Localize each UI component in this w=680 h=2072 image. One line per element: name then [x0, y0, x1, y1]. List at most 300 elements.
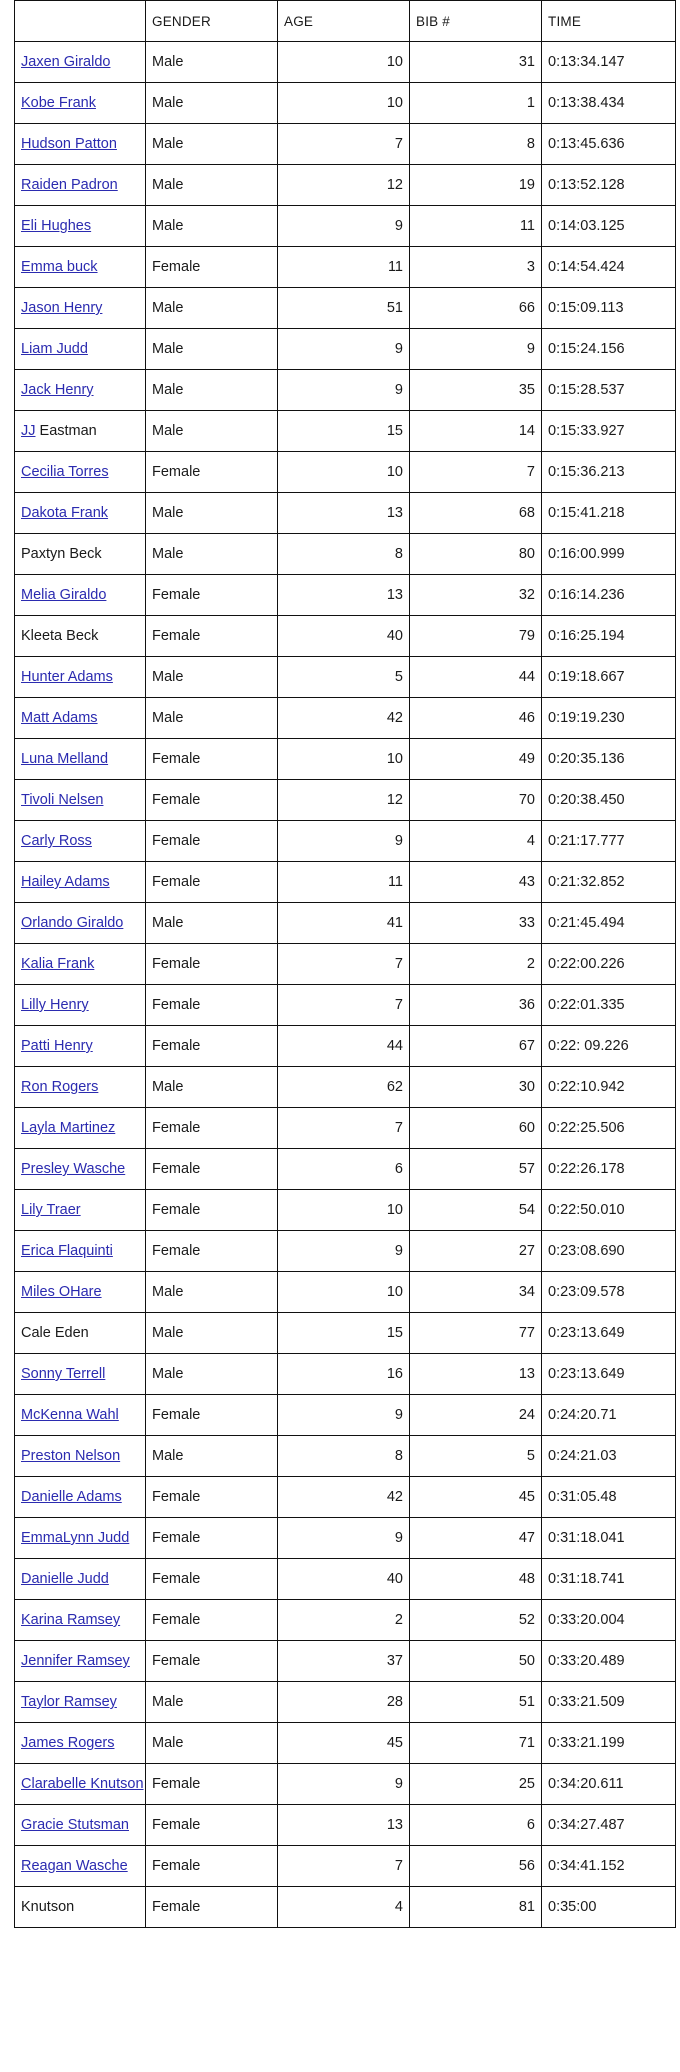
- age-cell: 9: [278, 1231, 410, 1272]
- time-cell: 0:33:20.489: [542, 1641, 676, 1682]
- age-cell: 12: [278, 780, 410, 821]
- gender-cell: Female: [146, 1559, 278, 1600]
- bib-cell: 36: [410, 985, 542, 1026]
- gender-cell: Male: [146, 1723, 278, 1764]
- age-cell: 8: [278, 1436, 410, 1477]
- time-cell: 0:20:35.136: [542, 739, 676, 780]
- time-cell: 0:33:21.509: [542, 1682, 676, 1723]
- gender-cell: Male: [146, 288, 278, 329]
- age-cell: 13: [278, 575, 410, 616]
- table-row: [15, 821, 676, 862]
- age-cell: 8: [278, 534, 410, 575]
- bib-cell: 70: [410, 780, 542, 821]
- time-cell: 0:23:13.649: [542, 1354, 676, 1395]
- age-cell: 42: [278, 1477, 410, 1518]
- time-cell: 0:14:03.125: [542, 206, 676, 247]
- runner-name-link[interactable]: Liam Judd: [21, 341, 88, 357]
- time-cell: 0:22: 09.226: [542, 1026, 676, 1067]
- time-cell: 0:13:45.636: [542, 124, 676, 165]
- time-cell: 0:24:20.71: [542, 1395, 676, 1436]
- age-cell: 28: [278, 1682, 410, 1723]
- table-row: [15, 1354, 676, 1395]
- runner-name-link[interactable]: Kobe Frank: [21, 95, 96, 111]
- bib-cell: 6: [410, 1805, 542, 1846]
- time-cell: 0:22:00.226: [542, 944, 676, 985]
- runner-name-cell: [15, 1026, 146, 1067]
- runner-name-text: Kleeta Beck: [21, 628, 99, 644]
- bib-cell: 45: [410, 1477, 542, 1518]
- bib-cell: 4: [410, 821, 542, 862]
- gender-cell: Female: [146, 452, 278, 493]
- gender-cell: Male: [146, 411, 278, 452]
- table-row: [15, 862, 676, 903]
- header-name: [15, 1, 146, 42]
- gender-cell: Male: [146, 83, 278, 124]
- runner-name-link[interactable]: Tivoli Nelsen: [21, 792, 104, 808]
- runner-name-link[interactable]: Taylor Ramsey: [21, 1694, 117, 1710]
- runner-name-cell: [15, 1190, 146, 1231]
- age-cell: 7: [278, 985, 410, 1026]
- bib-cell: 51: [410, 1682, 542, 1723]
- gender-cell: Male: [146, 1313, 278, 1354]
- runner-name-text: Knutson: [21, 1899, 75, 1915]
- table-row: [15, 1887, 676, 1928]
- age-cell: 44: [278, 1026, 410, 1067]
- runner-name-link[interactable]: Preston Nelson: [21, 1448, 121, 1464]
- table-row: [15, 165, 676, 206]
- time-cell: 0:23:13.649: [542, 1313, 676, 1354]
- gender-cell: Female: [146, 944, 278, 985]
- bib-cell: 50: [410, 1641, 542, 1682]
- table-row: [15, 493, 676, 534]
- time-cell: 0:15:41.218: [542, 493, 676, 534]
- time-cell: 0:13:38.434: [542, 83, 676, 124]
- gender-cell: Female: [146, 1149, 278, 1190]
- gender-cell: Male: [146, 124, 278, 165]
- age-cell: 51: [278, 288, 410, 329]
- table-row: [15, 1641, 676, 1682]
- runner-name-cell: [15, 329, 146, 370]
- runner-name-cell: [15, 698, 146, 739]
- time-cell: 0:15:28.537: [542, 370, 676, 411]
- age-cell: 2: [278, 1600, 410, 1641]
- gender-cell: Male: [146, 1272, 278, 1313]
- time-cell: 0:23:09.578: [542, 1272, 676, 1313]
- runner-name-cell: [15, 1805, 146, 1846]
- table-row: [15, 1231, 676, 1272]
- runner-name-cell: [15, 288, 146, 329]
- gender-cell: Male: [146, 903, 278, 944]
- bib-cell: 79: [410, 616, 542, 657]
- age-cell: 13: [278, 1805, 410, 1846]
- runner-name-link[interactable]: Emma buck: [21, 259, 98, 275]
- runner-name-cell: [15, 1559, 146, 1600]
- table-row: [15, 206, 676, 247]
- runner-name-cell: [15, 370, 146, 411]
- gender-cell: Female: [146, 1108, 278, 1149]
- age-cell: 10: [278, 1190, 410, 1231]
- runner-name-link[interactable]: Jack Henry: [21, 382, 94, 398]
- bib-cell: 66: [410, 288, 542, 329]
- runner-name-text: Eastman: [35, 423, 97, 439]
- gender-cell: Female: [146, 1764, 278, 1805]
- table-row: [15, 1682, 676, 1723]
- table-row: [15, 1067, 676, 1108]
- runner-name-cell: [15, 821, 146, 862]
- time-cell: 0:21:32.852: [542, 862, 676, 903]
- age-cell: 7: [278, 124, 410, 165]
- gender-cell: Female: [146, 1231, 278, 1272]
- runner-name-link[interactable]: Raiden Padron: [21, 177, 118, 193]
- bib-cell: 33: [410, 903, 542, 944]
- bib-cell: 24: [410, 1395, 542, 1436]
- table-row: [15, 1108, 676, 1149]
- runner-name-text: Paxtyn Beck: [21, 546, 102, 562]
- bib-cell: 48: [410, 1559, 542, 1600]
- table-row: [15, 1149, 676, 1190]
- time-cell: 0:19:19.230: [542, 698, 676, 739]
- bib-cell: 60: [410, 1108, 542, 1149]
- gender-cell: Female: [146, 1477, 278, 1518]
- runner-name-link[interactable]: Matt Adams: [21, 710, 98, 726]
- header-row: [15, 1, 676, 42]
- gender-cell: Female: [146, 1641, 278, 1682]
- age-cell: 13: [278, 493, 410, 534]
- runner-name-link[interactable]: Kalia Frank: [21, 956, 95, 972]
- gender-cell: Male: [146, 534, 278, 575]
- bib-cell: 13: [410, 1354, 542, 1395]
- runner-name-link[interactable]: Miles OHare: [21, 1284, 102, 1300]
- time-cell: 0:33:21.199: [542, 1723, 676, 1764]
- table-row: [15, 944, 676, 985]
- bib-cell: 56: [410, 1846, 542, 1887]
- runner-name-cell: [15, 985, 146, 1026]
- runner-name-cell: [15, 657, 146, 698]
- gender-cell: Male: [146, 1436, 278, 1477]
- runner-name-link[interactable]: Karina Ramsey: [21, 1612, 121, 1628]
- runner-name-cell: [15, 1764, 146, 1805]
- time-cell: 0:31:05.48: [542, 1477, 676, 1518]
- gender-cell: Female: [146, 575, 278, 616]
- runner-name-link[interactable]: Patti Henry: [21, 1038, 93, 1054]
- runner-name-cell: [15, 1518, 146, 1559]
- runner-name-cell: [15, 1067, 146, 1108]
- time-cell: 0:22:26.178: [542, 1149, 676, 1190]
- age-cell: 9: [278, 1395, 410, 1436]
- age-cell: 9: [278, 1518, 410, 1559]
- gender-cell: Female: [146, 780, 278, 821]
- bib-cell: 14: [410, 411, 542, 452]
- age-cell: 15: [278, 1313, 410, 1354]
- gender-cell: Male: [146, 1067, 278, 1108]
- runner-name-cell: [15, 1108, 146, 1149]
- gender-cell: Female: [146, 1887, 278, 1928]
- gender-cell: Female: [146, 1026, 278, 1067]
- bib-cell: 1: [410, 83, 542, 124]
- table-row: [15, 124, 676, 165]
- runner-name-cell: [15, 1354, 146, 1395]
- age-cell: 9: [278, 370, 410, 411]
- bib-cell: 30: [410, 1067, 542, 1108]
- bib-cell: 34: [410, 1272, 542, 1313]
- bib-cell: 77: [410, 1313, 542, 1354]
- time-cell: 0:24:21.03: [542, 1436, 676, 1477]
- table-row: [15, 903, 676, 944]
- bib-cell: 31: [410, 42, 542, 83]
- runner-name-cell: [15, 1723, 146, 1764]
- runner-name-link[interactable]: Dakota Frank: [21, 505, 109, 521]
- age-cell: 40: [278, 616, 410, 657]
- runner-name-cell: [15, 1231, 146, 1272]
- table-row: [15, 1723, 676, 1764]
- runner-name-cell: [15, 1477, 146, 1518]
- age-cell: 12: [278, 165, 410, 206]
- bib-cell: 5: [410, 1436, 542, 1477]
- bib-cell: 32: [410, 575, 542, 616]
- time-cell: 0:15:33.927: [542, 411, 676, 452]
- time-cell: 0:22:25.506: [542, 1108, 676, 1149]
- age-cell: 7: [278, 1846, 410, 1887]
- bib-cell: 71: [410, 1723, 542, 1764]
- runner-name-link[interactable]: JJ: [21, 423, 36, 439]
- runner-name-cell: [15, 1436, 146, 1477]
- table-row: [15, 329, 676, 370]
- gender-cell: Female: [146, 247, 278, 288]
- runner-name-cell: [15, 206, 146, 247]
- runner-name-cell: [15, 944, 146, 985]
- gender-cell: Female: [146, 1600, 278, 1641]
- table-row: [15, 780, 676, 821]
- runner-name-link[interactable]: Ron Rogers: [21, 1079, 99, 1095]
- bib-cell: 46: [410, 698, 542, 739]
- runner-name-cell: [15, 1149, 146, 1190]
- runner-name-cell: [15, 534, 146, 575]
- time-cell: 0:35:00: [542, 1887, 676, 1928]
- time-cell: 0:16:25.194: [542, 616, 676, 657]
- table-row: [15, 1600, 676, 1641]
- table-row: [15, 616, 676, 657]
- age-cell: 11: [278, 247, 410, 288]
- bib-cell: 54: [410, 1190, 542, 1231]
- runner-name-cell: [15, 42, 146, 83]
- table-row: [15, 288, 676, 329]
- gender-cell: Male: [146, 657, 278, 698]
- table-row: [15, 247, 676, 288]
- bib-cell: 57: [410, 1149, 542, 1190]
- gender-cell: Female: [146, 985, 278, 1026]
- header-time: TIME: [542, 1, 676, 42]
- time-cell: 0:22:10.942: [542, 1067, 676, 1108]
- runner-name-link[interactable]: Eli Hughes: [21, 218, 92, 234]
- time-cell: 0:23:08.690: [542, 1231, 676, 1272]
- time-cell: 0:22:50.010: [542, 1190, 676, 1231]
- time-cell: 0:31:18.041: [542, 1518, 676, 1559]
- gender-cell: Male: [146, 1354, 278, 1395]
- age-cell: 10: [278, 739, 410, 780]
- runner-name-link[interactable]: Gracie Stutsman: [21, 1817, 129, 1833]
- time-cell: 0:33:20.004: [542, 1600, 676, 1641]
- gender-cell: Female: [146, 1518, 278, 1559]
- age-cell: 4: [278, 1887, 410, 1928]
- gender-cell: Male: [146, 42, 278, 83]
- runner-name-cell: [15, 1395, 146, 1436]
- runner-name-link[interactable]: James Rogers: [21, 1735, 115, 1751]
- table-row: [15, 452, 676, 493]
- gender-cell: Male: [146, 1682, 278, 1723]
- runner-name-cell: [15, 575, 146, 616]
- age-cell: 6: [278, 1149, 410, 1190]
- runner-name-link[interactable]: Lily Traer: [21, 1202, 81, 1218]
- time-cell: 0:13:34.147: [542, 42, 676, 83]
- runner-name-link[interactable]: Carly Ross: [21, 833, 92, 849]
- runner-name-cell: [15, 165, 146, 206]
- runner-name-link[interactable]: Layla Martinez: [21, 1120, 116, 1136]
- runner-name-link[interactable]: Clarabelle Knutson: [21, 1776, 144, 1792]
- age-cell: 10: [278, 42, 410, 83]
- runner-name-link[interactable]: Presley Wasche: [21, 1161, 126, 1177]
- table-row: [15, 657, 676, 698]
- age-cell: 9: [278, 1764, 410, 1805]
- time-cell: 0:31:18.741: [542, 1559, 676, 1600]
- table-row: [15, 1190, 676, 1231]
- table-row: [15, 1846, 676, 1887]
- time-cell: 0:20:38.450: [542, 780, 676, 821]
- table-row: [15, 1559, 676, 1600]
- runner-name-link[interactable]: Danielle Judd: [21, 1571, 109, 1587]
- age-cell: 9: [278, 206, 410, 247]
- age-cell: 62: [278, 1067, 410, 1108]
- bib-cell: 44: [410, 657, 542, 698]
- age-cell: 10: [278, 83, 410, 124]
- bib-cell: 25: [410, 1764, 542, 1805]
- runner-name-link[interactable]: Erica Flaquinti: [21, 1243, 113, 1259]
- runner-name-cell: [15, 247, 146, 288]
- runner-name-link[interactable]: Jaxen Giraldo: [21, 54, 111, 70]
- runner-name-cell: [15, 452, 146, 493]
- gender-cell: Female: [146, 616, 278, 657]
- runner-name-link[interactable]: Hunter Adams: [21, 669, 113, 685]
- runner-name-cell: [15, 124, 146, 165]
- runner-name-link[interactable]: Lilly Henry: [21, 997, 89, 1013]
- runner-name-link[interactable]: Jennifer Ramsey: [21, 1653, 130, 1669]
- runner-name-cell: [15, 1272, 146, 1313]
- runner-name-link[interactable]: Danielle Adams: [21, 1489, 122, 1505]
- table-row: [15, 1313, 676, 1354]
- runner-name-link[interactable]: Hudson Patton: [21, 136, 117, 152]
- gender-cell: Female: [146, 1395, 278, 1436]
- age-cell: 37: [278, 1641, 410, 1682]
- bib-cell: 52: [410, 1600, 542, 1641]
- age-cell: 9: [278, 821, 410, 862]
- table-row: [15, 575, 676, 616]
- table-row: [15, 370, 676, 411]
- age-cell: 5: [278, 657, 410, 698]
- age-cell: 7: [278, 944, 410, 985]
- age-cell: 15: [278, 411, 410, 452]
- runner-name-cell: [15, 1682, 146, 1723]
- bib-cell: 9: [410, 329, 542, 370]
- runner-name-link[interactable]: Cecilia Torres: [21, 464, 109, 480]
- gender-cell: Male: [146, 329, 278, 370]
- bib-cell: 49: [410, 739, 542, 780]
- gender-cell: Male: [146, 206, 278, 247]
- table-row: [15, 411, 676, 452]
- bib-cell: 19: [410, 165, 542, 206]
- time-cell: 0:22:01.335: [542, 985, 676, 1026]
- age-cell: 40: [278, 1559, 410, 1600]
- table-row: [15, 1805, 676, 1846]
- age-cell: 10: [278, 452, 410, 493]
- time-cell: 0:16:14.236: [542, 575, 676, 616]
- table-row: [15, 534, 676, 575]
- bib-cell: 11: [410, 206, 542, 247]
- time-cell: 0:21:45.494: [542, 903, 676, 944]
- runner-name-cell: [15, 83, 146, 124]
- age-cell: 10: [278, 1272, 410, 1313]
- runner-name-link[interactable]: Reagan Wasche: [21, 1858, 128, 1874]
- age-cell: 16: [278, 1354, 410, 1395]
- header-gender: GENDER: [146, 1, 278, 42]
- time-cell: 0:13:52.128: [542, 165, 676, 206]
- age-cell: 42: [278, 698, 410, 739]
- runner-name-link[interactable]: Orlando Giraldo: [21, 915, 124, 931]
- gender-cell: Male: [146, 165, 278, 206]
- gender-cell: Female: [146, 739, 278, 780]
- bib-cell: 80: [410, 534, 542, 575]
- table-row: [15, 698, 676, 739]
- age-cell: 7: [278, 1108, 410, 1149]
- runner-name-text: Cale Eden: [21, 1325, 89, 1341]
- runner-name-cell: [15, 1887, 146, 1928]
- time-cell: 0:21:17.777: [542, 821, 676, 862]
- table-row: [15, 1436, 676, 1477]
- table-row: [15, 985, 676, 1026]
- runner-name-link[interactable]: Sonny Terrell: [21, 1366, 106, 1382]
- table-row: [15, 1026, 676, 1067]
- bib-cell: 27: [410, 1231, 542, 1272]
- bib-cell: 43: [410, 862, 542, 903]
- runner-name-cell: [15, 1641, 146, 1682]
- time-cell: 0:34:27.487: [542, 1805, 676, 1846]
- gender-cell: Female: [146, 821, 278, 862]
- runner-name-link[interactable]: Jason Henry: [21, 300, 103, 316]
- runner-name-link[interactable]: EmmaLynn Judd: [21, 1530, 130, 1546]
- time-cell: 0:15:36.213: [542, 452, 676, 493]
- runner-name-cell: [15, 903, 146, 944]
- time-cell: 0:19:18.667: [542, 657, 676, 698]
- results-body: [15, 42, 676, 1928]
- runner-name-cell: [15, 1313, 146, 1354]
- table-row: [15, 739, 676, 780]
- bib-cell: 3: [410, 247, 542, 288]
- bib-cell: 81: [410, 1887, 542, 1928]
- runner-name-link[interactable]: Luna Melland: [21, 751, 109, 767]
- age-cell: 41: [278, 903, 410, 944]
- time-cell: 0:15:09.113: [542, 288, 676, 329]
- bib-cell: 47: [410, 1518, 542, 1559]
- time-cell: 0:16:00.999: [542, 534, 676, 575]
- bib-cell: 2: [410, 944, 542, 985]
- table-row: [15, 42, 676, 83]
- runner-name-link[interactable]: McKenna Wahl: [21, 1407, 119, 1423]
- runner-name-link[interactable]: Hailey Adams: [21, 874, 110, 890]
- gender-cell: Female: [146, 1805, 278, 1846]
- time-cell: 0:14:54.424: [542, 247, 676, 288]
- header-age: AGE: [278, 1, 410, 42]
- runner-name-link[interactable]: Melia Giraldo: [21, 587, 107, 603]
- bib-cell: 68: [410, 493, 542, 534]
- gender-cell: Male: [146, 370, 278, 411]
